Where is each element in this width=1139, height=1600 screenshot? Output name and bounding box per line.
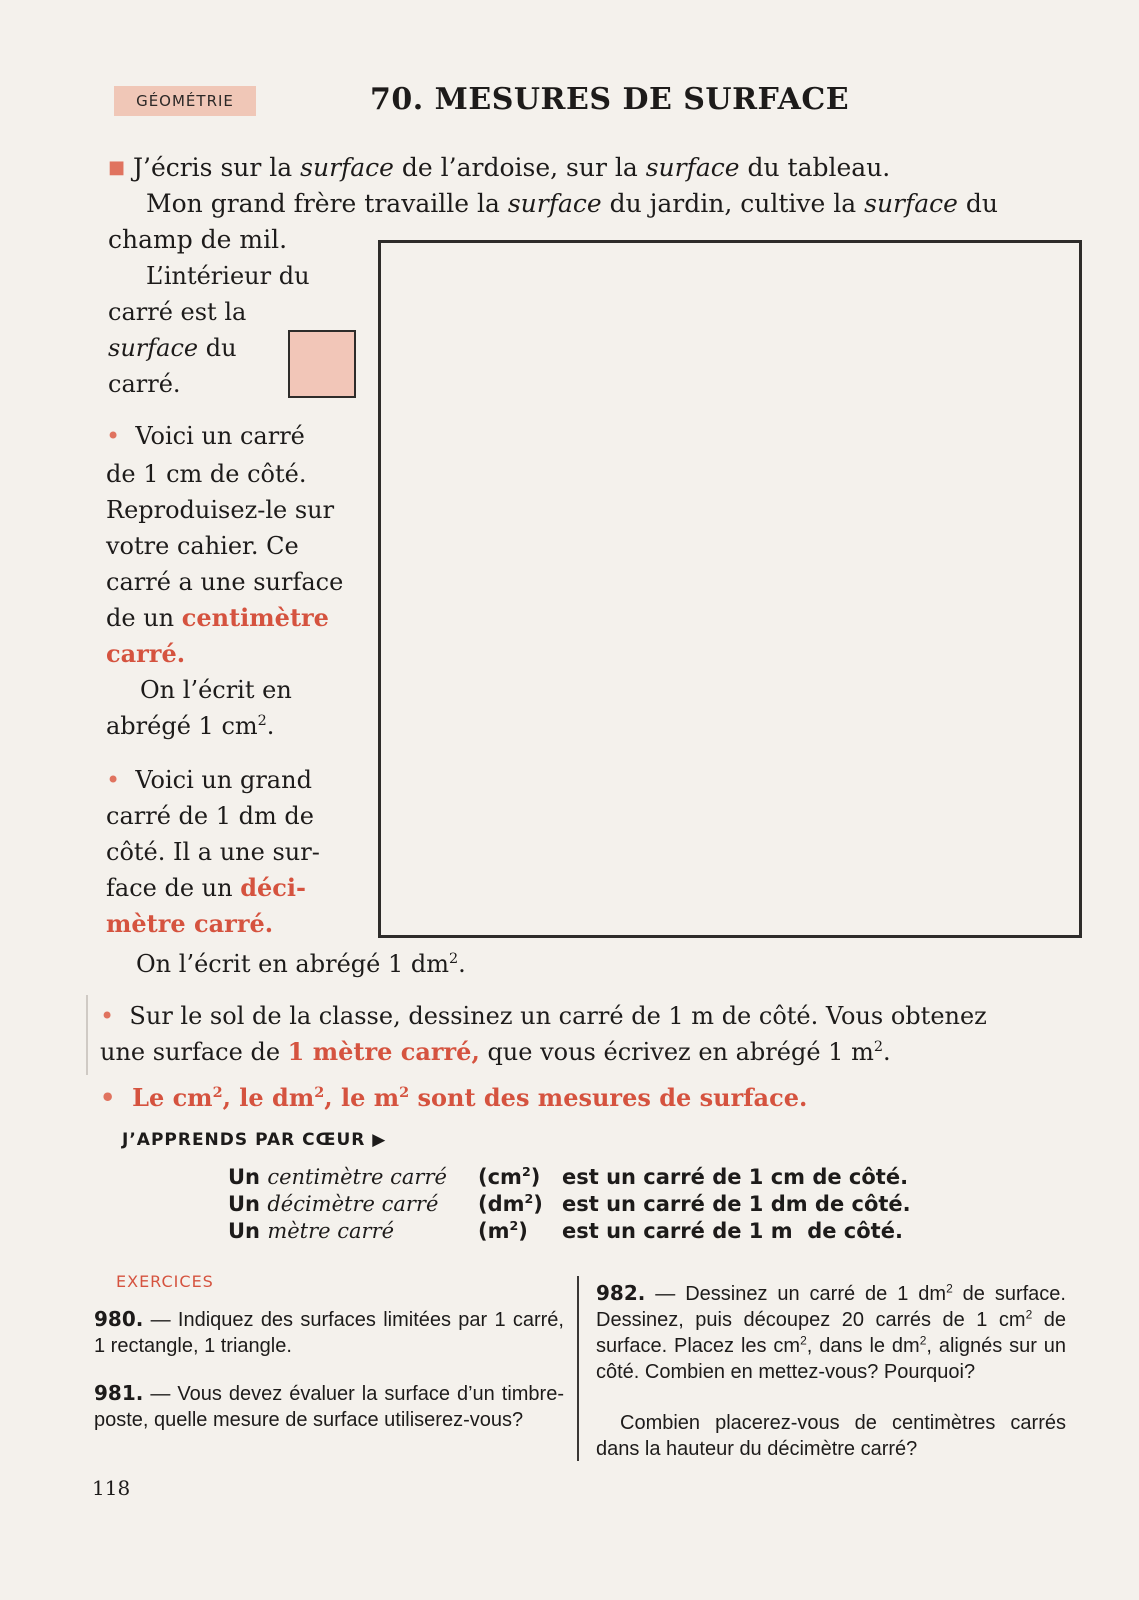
exercise-number: 982. xyxy=(596,1281,646,1305)
section-tag: GÉOMÉTRIE xyxy=(114,86,256,116)
superscript: 2 xyxy=(919,1333,927,1348)
text: abrégé 1 cm xyxy=(106,712,258,740)
superscript: 2 xyxy=(257,713,267,729)
cm-line-4: votre cahier. Ce xyxy=(106,532,299,560)
intro-line-2 xyxy=(146,186,998,222)
text: une surface de xyxy=(100,1038,288,1066)
text: surface xyxy=(300,153,394,182)
square-1dm-figure xyxy=(378,240,1082,938)
definition: est un carré de 1 dm de côté. xyxy=(562,1192,911,1216)
exercise-982-question: Combien placerez-vous de centimètres carrés dans la hauteur du décimètre carré? xyxy=(596,1412,1066,1460)
square-bullet-icon: ■ xyxy=(108,157,126,178)
text: de surface. Placez les cm xyxy=(596,1309,1066,1357)
text: ) xyxy=(533,1192,543,1216)
summary-line xyxy=(100,1080,807,1116)
column-divider xyxy=(577,1276,579,1461)
text: de l’ardoise, sur la xyxy=(393,153,646,182)
dm-line-4 xyxy=(106,870,306,906)
cm-line-8: On l’écrit en xyxy=(140,676,292,704)
text: surface xyxy=(507,189,602,218)
margin-rule xyxy=(86,995,88,1075)
cm-line-3: Reproduisez-le sur xyxy=(106,496,335,524)
text: Voici un grand xyxy=(135,766,312,794)
exercise-982 xyxy=(596,1280,1066,1385)
exercise-980 xyxy=(94,1306,564,1359)
text: du jardin, cultive la xyxy=(601,189,865,218)
text: , le m xyxy=(324,1083,400,1112)
superscript: 2 xyxy=(399,1084,410,1101)
superscript: 2 xyxy=(1025,1307,1033,1322)
term-decimetre: déci- xyxy=(240,873,306,902)
p2-line-4: carré. xyxy=(108,370,181,398)
text: J’écris sur la xyxy=(132,153,301,182)
text: (m xyxy=(478,1219,510,1243)
text: On l’écrit en abrégé 1 dm xyxy=(136,950,449,978)
superscript: 2 xyxy=(946,1281,953,1296)
term-metre: 1 mètre carré, xyxy=(287,1037,480,1066)
term-centimetre: centimètre xyxy=(181,603,329,632)
m-line-2 xyxy=(100,1034,891,1070)
superscript: 2 xyxy=(800,1333,807,1348)
cm-line-7: carré. xyxy=(106,639,186,668)
m-line-1 xyxy=(100,998,987,1034)
text: (dm xyxy=(478,1192,525,1216)
text: Un xyxy=(228,1165,268,1189)
cm-line-6 xyxy=(106,600,329,636)
exercise-number: 981. xyxy=(94,1381,144,1405)
text: . xyxy=(266,712,275,740)
superscript: 2 xyxy=(524,1191,534,1206)
superscript: 2 xyxy=(314,1084,325,1101)
page-title: 70. MESURES DE SURFACE xyxy=(370,82,850,117)
exercises-heading: EXERCICES xyxy=(116,1272,214,1291)
superscript: 2 xyxy=(873,1039,883,1055)
text: centimètre carré xyxy=(267,1165,447,1189)
text: décimètre carré xyxy=(267,1192,439,1216)
cm-line-5: carré a une surface xyxy=(106,568,344,596)
cm-line-1 xyxy=(106,418,305,454)
exercise-number: 980. xyxy=(94,1307,144,1331)
abbr xyxy=(478,1164,540,1191)
definition: est un carré de 1 cm de côté. xyxy=(562,1165,909,1189)
exercise-981 xyxy=(94,1380,564,1433)
intro-line-1 xyxy=(108,150,890,186)
text: de surface. Dessinez, puis découpez 20 carrés de 1 cm xyxy=(596,1283,1066,1331)
text: du xyxy=(957,189,999,218)
superscript: 2 xyxy=(509,1218,519,1233)
abbr xyxy=(478,1218,528,1245)
definition: est un carré de 1 m de côté. xyxy=(562,1219,903,1243)
square-1cm-figure xyxy=(288,330,356,398)
learn-heading: J’APPRENDS PAR CŒUR ▶ xyxy=(122,1130,387,1150)
abbr xyxy=(478,1191,543,1218)
cm-line-2: de 1 cm de côté. xyxy=(106,460,307,488)
text: Le cm xyxy=(132,1083,213,1112)
text: ) xyxy=(530,1165,541,1189)
bullet-icon: • xyxy=(100,1002,115,1030)
text: surface xyxy=(864,189,958,218)
text: , dans le dm xyxy=(806,1335,920,1357)
text: que vous écrivez en abrégé 1 m xyxy=(479,1038,874,1066)
superscript: 2 xyxy=(212,1084,223,1101)
dm-line-2: carré de 1 dm de xyxy=(106,802,314,830)
text: Un xyxy=(228,1192,268,1216)
text: , le dm xyxy=(222,1083,315,1112)
cm-line-9 xyxy=(106,708,274,744)
text: sont des mesures de surface. xyxy=(409,1083,808,1112)
bullet-icon: • xyxy=(106,422,121,450)
text: Voici un carré xyxy=(135,422,305,450)
intro-line-3: champ de mil. xyxy=(108,225,288,254)
dm-line-5: mètre carré. xyxy=(106,909,274,938)
dm-line-6 xyxy=(136,946,466,982)
text: face de un xyxy=(106,874,241,902)
dm-line-3: côté. Il a une sur- xyxy=(106,838,320,866)
p2-line-3 xyxy=(108,330,237,366)
page-number: 118 xyxy=(92,1476,131,1500)
text: de un xyxy=(106,604,182,632)
text: surface xyxy=(645,153,740,182)
p2-line-1: L’intérieur du xyxy=(146,262,310,290)
text: Sur le sol de la classe, dessinez un carré de 1 m de côté. Vous obtenez xyxy=(129,1002,987,1030)
text: du tableau. xyxy=(739,153,891,182)
learn-row-3 xyxy=(228,1218,948,1245)
superscript: 2 xyxy=(521,1164,531,1179)
text: Un xyxy=(228,1219,268,1243)
text: — Dessinez un carré de 1 dm xyxy=(645,1283,947,1305)
text: surface xyxy=(108,334,199,362)
text: — Indiquez des surfaces limitées par 1 carré, 1 rectangle, 1 triangle. xyxy=(94,1309,564,1357)
p2-line-2: carré est la xyxy=(108,298,247,326)
text: . xyxy=(882,1038,891,1066)
text: du xyxy=(198,334,237,362)
text: mètre carré xyxy=(267,1219,395,1243)
text: (cm xyxy=(478,1165,522,1189)
superscript: 2 xyxy=(448,951,459,967)
text: — Vous devez évaluer la surface d’un timbre-poste, quelle mesure de surface utiliserez-vous? xyxy=(94,1383,564,1431)
bullet-icon: • xyxy=(106,766,121,794)
dm-line-1 xyxy=(106,762,312,798)
text: , alignés sur un côté. Combien en mettez-vous? Pourquoi? xyxy=(596,1335,1066,1383)
learn-row-2 xyxy=(228,1191,948,1218)
text: Mon grand frère travaille la xyxy=(146,189,508,218)
bullet-icon: • xyxy=(100,1083,116,1112)
text: . xyxy=(458,950,466,978)
learn-row-1 xyxy=(228,1164,948,1191)
text: ) xyxy=(518,1219,528,1243)
